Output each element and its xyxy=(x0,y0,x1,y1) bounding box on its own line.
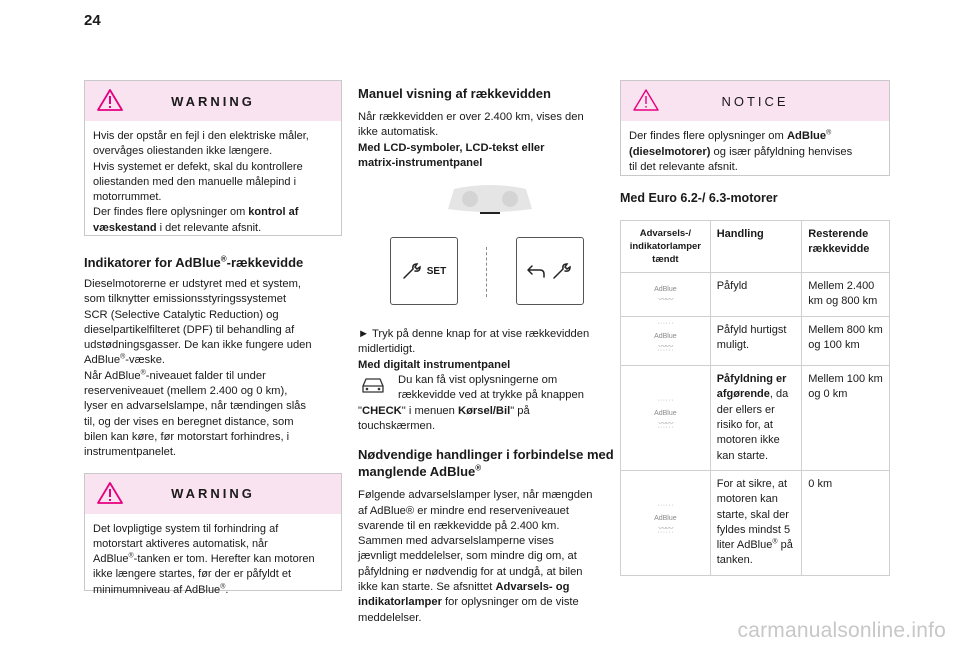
text-line: påfyldning er nødvendig for at undgå, at bilen xyxy=(358,565,583,578)
text-span: . xyxy=(225,583,229,596)
text-span: på tanken. xyxy=(716,539,793,567)
text-line: motorstart aktiveres automatisk, når xyxy=(93,537,268,550)
page-number: 24 xyxy=(84,12,101,29)
text-line: udstødningsgasser. De kan ikke fungere uden xyxy=(84,339,312,352)
bold-text: kontrol af xyxy=(248,206,299,219)
sup: ® xyxy=(220,583,226,591)
icon-cell xyxy=(621,273,711,317)
return-arrow-icon xyxy=(526,263,546,279)
car-icon xyxy=(360,375,386,397)
text-line: midlertidigt. xyxy=(358,343,416,356)
text-span: " xyxy=(358,404,362,417)
title-sup: ® xyxy=(475,463,482,473)
sup: ® xyxy=(140,369,146,377)
text-line: af AdBlue® er mindre end reserveniveauet xyxy=(358,504,569,517)
text-line: motorrummet. xyxy=(93,191,162,204)
instrument-panel-illustration xyxy=(358,185,618,319)
text-line: Du kan få vist oplysningerne om xyxy=(398,374,558,387)
text-line: ikke længere startes, før der er påfyldt et xyxy=(93,568,292,581)
text-span: ikke kan starte. Se afsnittet xyxy=(358,581,496,594)
indicators-paragraph xyxy=(84,277,342,461)
wrench-icon xyxy=(402,262,424,280)
text-span: AdBlue xyxy=(84,354,121,367)
action-cell xyxy=(710,366,802,471)
text-line xyxy=(358,595,618,610)
action-cell xyxy=(710,470,802,575)
icon-text: AdBlue xyxy=(654,514,677,522)
bold-text: CHECK xyxy=(361,404,402,417)
text-line: Hvis der opstår en fejl i den elektriske måler, xyxy=(93,130,309,142)
text-line xyxy=(629,129,881,145)
warning-label: WARNING xyxy=(171,93,255,109)
icon-text: AdBlue xyxy=(654,332,677,340)
text-line: svarende til en rækkevidde på 2.400 km. xyxy=(358,519,560,532)
table-row xyxy=(621,273,890,317)
manual-steps xyxy=(358,327,618,434)
text-line: lyser en advarselslampe, når tændingen slås xyxy=(84,400,307,413)
table-header-row xyxy=(621,221,890,273)
sup: ® xyxy=(120,353,126,361)
table-row xyxy=(621,470,890,575)
text-span: , da der ellers er risiko for, at motoren ikke kan starte. xyxy=(716,388,789,462)
action-cell: Påfyld xyxy=(710,273,802,317)
section-title-euro: Med Euro 6.2-/ 6.3-motorer xyxy=(620,191,778,205)
text-line xyxy=(358,580,618,595)
adblue-flashing-icon: ' ' ' ' ' ' AdBlue 〰〰 ' ' ' ' ' ' xyxy=(654,399,677,434)
instrument-cluster-icon xyxy=(444,185,536,217)
section-title-manual: Manuel visning af rækkevidden xyxy=(358,86,551,101)
sup: ® xyxy=(128,552,134,560)
range-cell: 0 km xyxy=(802,470,890,575)
action-cell: Påfyld hurtigst muligt. xyxy=(710,316,802,366)
table-row xyxy=(621,316,890,366)
subheading: Med LCD-symboler, LCD-tekst eller xyxy=(358,141,545,154)
bold-text: (dieselmotorer) xyxy=(629,145,711,158)
text-span: " på xyxy=(510,404,530,417)
text-line xyxy=(358,404,618,419)
text-line: instrumentpanelet. xyxy=(84,446,177,459)
section-title-actions xyxy=(358,446,618,480)
column-header: Handling xyxy=(710,221,802,273)
text-span: for oplysninger om de viste xyxy=(441,596,579,609)
warning-label: WARNING xyxy=(171,486,255,502)
text-span: -tanken er tom. Herefter kan motoren xyxy=(133,553,315,566)
text-line: Når rækkevidden er over 2.400 km, vises den xyxy=(358,111,584,123)
actions-paragraph xyxy=(358,488,618,626)
icon-text: AdBlue xyxy=(654,285,677,293)
range-cell: Mellem 800 km og 100 km xyxy=(802,316,890,366)
column-middle xyxy=(358,85,618,626)
text-span: Når AdBlue xyxy=(84,369,141,382)
bold-text: Påfyldning er afgørende xyxy=(716,373,787,401)
text-line: jævnligt meddelelser, som mindre dig om, at xyxy=(358,550,577,563)
back-wrench-button[interactable] xyxy=(516,237,584,305)
text-span: i det relevante afsnit. xyxy=(156,221,262,234)
bold-text: væskestand xyxy=(93,221,157,234)
text-line: ► Tryk på denne knap for at vise rækkevidden xyxy=(358,328,590,341)
text-line: dieselpartikelfilteret (DPF) til behandling af xyxy=(84,323,295,336)
bold-text: indikatorlamper xyxy=(358,596,442,609)
column-header: Resterende rækkevidde xyxy=(802,221,890,273)
icon-cell xyxy=(621,316,711,366)
text-line: rækkevidde ved at trykke på knappen xyxy=(398,389,584,402)
bold-text: Kørsel/Bil xyxy=(457,404,511,417)
text-line xyxy=(84,369,342,384)
notice-header xyxy=(621,81,889,121)
text-line: oliestanden med den manuelle målepind i xyxy=(93,175,297,188)
table-row xyxy=(621,366,890,471)
notice-triangle-icon xyxy=(633,89,659,111)
adblue-flashing-icon: ' ' ' ' ' ' AdBlue 〰〰 ' ' ' ' ' ' xyxy=(654,322,677,356)
warning-triangle-icon xyxy=(97,89,123,111)
adblue-table xyxy=(620,220,890,576)
icon-cell xyxy=(621,470,711,575)
text-line: Sammen med advarselslamperne vises xyxy=(358,535,554,548)
divider xyxy=(486,247,487,297)
subheading: Med digitalt instrumentpanel xyxy=(358,358,511,371)
text-line xyxy=(84,353,342,368)
notice-text xyxy=(621,121,889,184)
warning-triangle-icon xyxy=(97,482,123,504)
manual-paragraph xyxy=(358,110,618,171)
text-span: Der findes flere oplysninger om xyxy=(93,206,249,219)
text-line: Dieselmotorerne er udstyret med et system, xyxy=(84,278,301,290)
text-span: -væske. xyxy=(125,354,166,367)
warning-header xyxy=(85,81,341,121)
text-line: Følgende advarselslamper lyser, når mængden xyxy=(358,489,593,502)
text-line: ikke automatisk. xyxy=(358,126,439,139)
text-span: AdBlue xyxy=(93,553,129,566)
warning-text xyxy=(85,121,341,245)
text-span: Der findes flere oplysninger om xyxy=(629,130,787,142)
section-title-indicators xyxy=(84,254,342,271)
text-span: og især påfyldning henvises xyxy=(710,145,853,158)
text-span: For at sikre, at motoren kan starte, skal der fyldes mindst 5 liter AdBlue xyxy=(716,477,791,552)
text-line: bilen kan køre, før motorstart forhindres, i xyxy=(84,430,290,443)
column-header: Advarsels-/ indikatorlamper tændt xyxy=(621,221,711,273)
warning-header xyxy=(85,474,341,514)
column-right xyxy=(620,80,890,576)
range-cell: Mellem 100 km og 0 km xyxy=(802,366,890,471)
subheading: matrix-instrumentpanel xyxy=(358,156,483,169)
warning-box xyxy=(84,80,342,236)
text-line: meddelelser. xyxy=(358,611,422,624)
text-line: Det lovpligtige system til forhindring af xyxy=(93,522,279,535)
text-line: til, og der vises en beregnet distance, som xyxy=(84,415,294,428)
warning-box-2 xyxy=(84,473,342,596)
set-button[interactable] xyxy=(390,237,458,305)
wrench-icon xyxy=(552,262,574,280)
column-left xyxy=(84,80,342,596)
title-sup: ® xyxy=(220,254,227,264)
text-line xyxy=(93,583,333,598)
text-line xyxy=(629,145,881,161)
watermark: carmanualsonline.info xyxy=(737,619,946,642)
text-line: reserveniveauet (mellem 2.400 og 0 km), xyxy=(84,385,288,398)
adblue-flashing-icon: ' ' ' ' ' ' AdBlue 〰〰 ' ' ' ' ' ' xyxy=(654,504,677,538)
notice-label: NOTICE xyxy=(721,93,789,109)
notice-box xyxy=(620,80,890,176)
title-part: Indikatorer for AdBlue xyxy=(84,255,221,270)
text-span: minimumniveau af AdBlue xyxy=(93,583,221,596)
set-label: SET xyxy=(426,265,447,277)
warning-text xyxy=(85,514,341,607)
adblue-icon: AdBlue 〰〰 xyxy=(654,285,677,304)
text-span: " i menuen xyxy=(401,404,458,417)
text-line: SCR (Selective Catalytic Reduction) og xyxy=(84,308,279,321)
text-span: -niveauet falder til under xyxy=(145,369,266,382)
icon-text: AdBlue xyxy=(654,409,677,417)
icon-cell xyxy=(621,366,711,471)
sup: ® xyxy=(772,538,778,546)
text-line: Hvis systemet er defekt, skal du kontrollere xyxy=(93,160,303,173)
title-part: -rækkevidde xyxy=(226,255,304,270)
text-line: til det relevante afsnit. xyxy=(629,161,738,173)
title-part: Nødvendige handlinger i forbindelse med xyxy=(358,447,614,463)
range-cell: Mellem 2.400 km og 800 km xyxy=(802,273,890,317)
sup: ® xyxy=(826,129,832,137)
text-line xyxy=(93,221,333,236)
text-line xyxy=(93,552,333,567)
digital-panel-note xyxy=(358,373,618,404)
text-line: som tilknytter emissionsstyringssystemet xyxy=(84,293,287,306)
text-line: touchskærmen. xyxy=(358,419,436,432)
text-line: overvåges oliestanden ikke længere. xyxy=(93,145,273,158)
bold-text: Advarsels- og xyxy=(495,581,570,594)
text-line xyxy=(93,205,333,220)
title-text: manglende AdBlue xyxy=(358,464,476,480)
title-part xyxy=(358,463,618,480)
bold-text: AdBlue xyxy=(786,130,827,142)
